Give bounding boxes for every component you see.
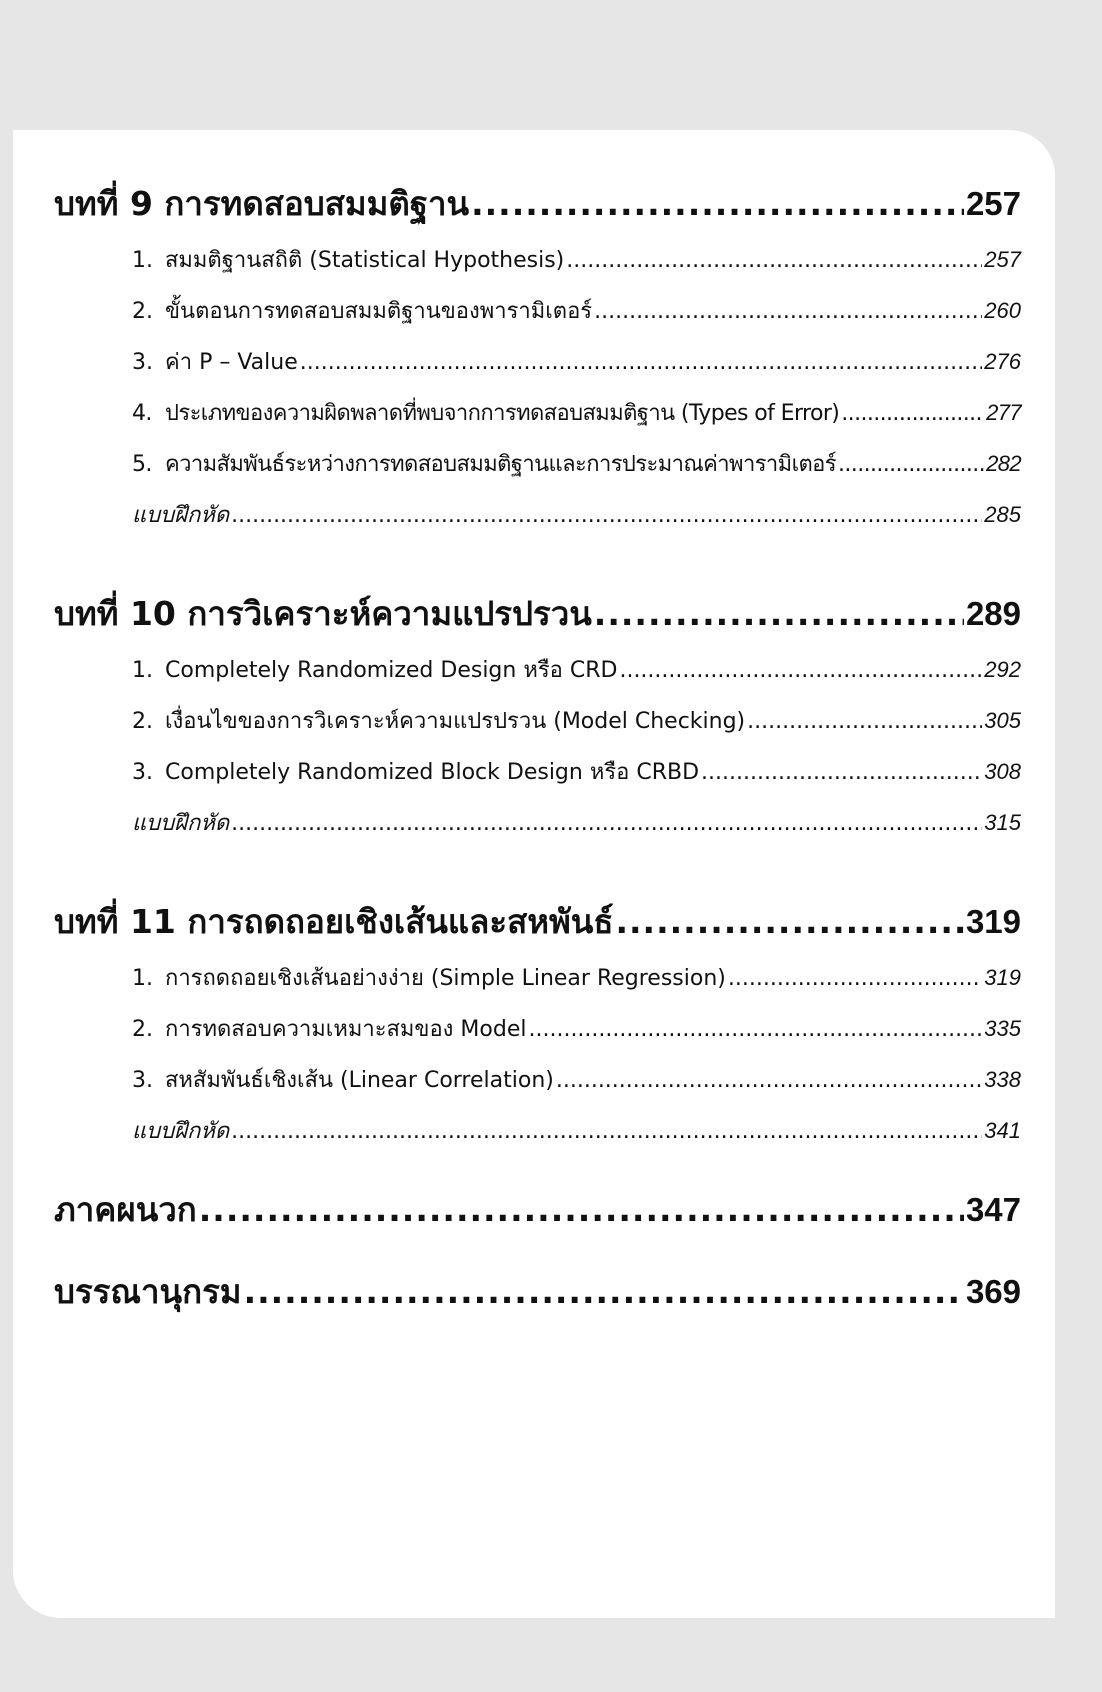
entry-title: Completely Randomized Block Design หรือ CRBD [165, 760, 700, 785]
dot-leader [300, 337, 983, 388]
entry-page-number: 305 [984, 708, 1021, 733]
entry-number: 2. [132, 1017, 153, 1042]
chapter-10-section [54, 586, 1021, 848]
toc-entry[interactable] [132, 695, 1021, 746]
chapter-heading[interactable] [54, 176, 1021, 232]
toc-entry[interactable] [132, 644, 1021, 695]
appendix-page-number: 347 [965, 1191, 1021, 1228]
toc-entry[interactable] [132, 1054, 1021, 1105]
entry-title: การทดสอบความเหมาะสมของ Model [165, 1017, 527, 1042]
dot-leader [231, 798, 982, 849]
chapter-title: บทที่ 11 การถดถอยเชิงเส้นและสหพันธ์ [54, 902, 614, 941]
entry-title: การถดถอยเชิงเส้นอย่างง่าย (Simple Linear Regression) [165, 966, 726, 991]
table-of-contents [54, 176, 1021, 1346]
entry-page-number: 308 [984, 759, 1021, 784]
chapter-heading[interactable] [54, 894, 1021, 950]
dot-leader [528, 1004, 982, 1055]
dot-leader [231, 1106, 982, 1157]
chapter-9-section [54, 176, 1021, 540]
exercise-entry[interactable] [132, 797, 1021, 848]
dot-leader [199, 1182, 964, 1238]
appendix-section [54, 1182, 1021, 1238]
chapter-11-section [54, 894, 1021, 1156]
entry-page-number: 276 [984, 349, 1021, 374]
entry-page-number: 338 [984, 1067, 1021, 1092]
chapter-page-number: 257 [965, 185, 1021, 222]
exercise-title: แบบฝึกหัด [132, 811, 230, 836]
entry-title: สมมติฐานสถิติ (Statistical Hypothesis) [165, 248, 565, 273]
chapter-page-number: 289 [965, 595, 1021, 632]
entry-page-number: 282 [986, 451, 1021, 476]
entry-title: Completely Randomized Design หรือ CRD [165, 658, 618, 683]
entry-page-number: 292 [984, 657, 1021, 682]
exercise-entry[interactable] [132, 489, 1021, 540]
entry-title: ค่า P – Value [165, 350, 298, 375]
toc-entry[interactable] [132, 438, 1021, 489]
entry-page-number: 315 [984, 810, 1021, 835]
appendix-heading[interactable] [54, 1182, 1021, 1238]
bibliography-page-number: 369 [965, 1273, 1021, 1310]
chapter-page-number: 319 [965, 903, 1021, 940]
dot-leader [619, 645, 982, 696]
entry-title: ประเภทของความผิดพลาดที่พบจากการทดสอบสมมติฐาน (Types of Error) [165, 401, 840, 426]
toc-entry[interactable] [132, 746, 1021, 797]
entry-number: 1. [132, 658, 153, 683]
exercise-entry[interactable] [132, 1105, 1021, 1156]
entry-page-number: 257 [984, 247, 1021, 272]
entry-title: เงื่อนไขของการวิเคราะห์ความแปรปรวน (Model Checking) [165, 709, 746, 734]
entry-title: ความสัมพันธ์ระหว่างการทดสอบสมมติฐานและการประมาณค่าพารามิเตอร์ [165, 452, 837, 477]
chapter-title: บทที่ 9 การทดสอบสมมติฐาน [54, 184, 470, 223]
entry-number: 2. [132, 709, 153, 734]
chapter-title: บทที่ 10 การวิเคราะห์ความแปรปรวน [54, 594, 592, 633]
chapter-heading[interactable] [54, 586, 1021, 642]
dot-leader [594, 586, 964, 642]
dot-leader [841, 388, 984, 439]
dot-leader [728, 953, 982, 1004]
appendix-title: ภาคผนวก [54, 1190, 197, 1229]
bibliography-title: บรรณานุกรม [54, 1272, 242, 1311]
entry-number: 3. [132, 1068, 153, 1093]
exercise-title: แบบฝึกหัด [132, 503, 230, 528]
dot-leader [566, 235, 982, 286]
dot-leader [838, 439, 984, 490]
toc-entry[interactable] [132, 234, 1021, 285]
entry-number: 5. [132, 452, 152, 477]
entry-number: 1. [132, 248, 153, 273]
dot-leader [244, 1264, 964, 1320]
entry-page-number: 285 [984, 502, 1021, 527]
entry-title: สหสัมพันธ์เชิงเส้น (Linear Correlation) [165, 1068, 554, 1093]
toc-entry[interactable] [132, 1003, 1021, 1054]
dot-leader [471, 176, 964, 232]
bibliography-heading[interactable] [54, 1264, 1021, 1320]
toc-entry[interactable] [132, 336, 1021, 387]
bibliography-section [54, 1264, 1021, 1320]
entry-number: 2. [132, 299, 153, 324]
dot-leader [231, 490, 982, 541]
entry-page-number: 335 [984, 1016, 1021, 1041]
entry-number: 1. [132, 966, 153, 991]
entry-number: 4. [132, 401, 152, 426]
entry-number: 3. [132, 760, 153, 785]
toc-entry[interactable] [132, 387, 1021, 438]
dot-leader [556, 1055, 982, 1106]
dot-leader [747, 696, 982, 747]
entry-number: 3. [132, 350, 153, 375]
entry-page-number: 260 [984, 298, 1021, 323]
toc-entry[interactable] [132, 952, 1021, 1003]
exercise-title: แบบฝึกหัด [132, 1119, 230, 1144]
entry-page-number: 277 [986, 400, 1021, 425]
entry-title: ขั้นตอนการทดสอบสมมติฐานของพารามิเตอร์ [165, 299, 593, 324]
entry-page-number: 319 [984, 965, 1021, 990]
toc-entry[interactable] [132, 285, 1021, 336]
dot-leader [615, 894, 963, 950]
dot-leader [594, 286, 982, 337]
entry-page-number: 341 [984, 1118, 1021, 1143]
dot-leader [701, 747, 982, 798]
